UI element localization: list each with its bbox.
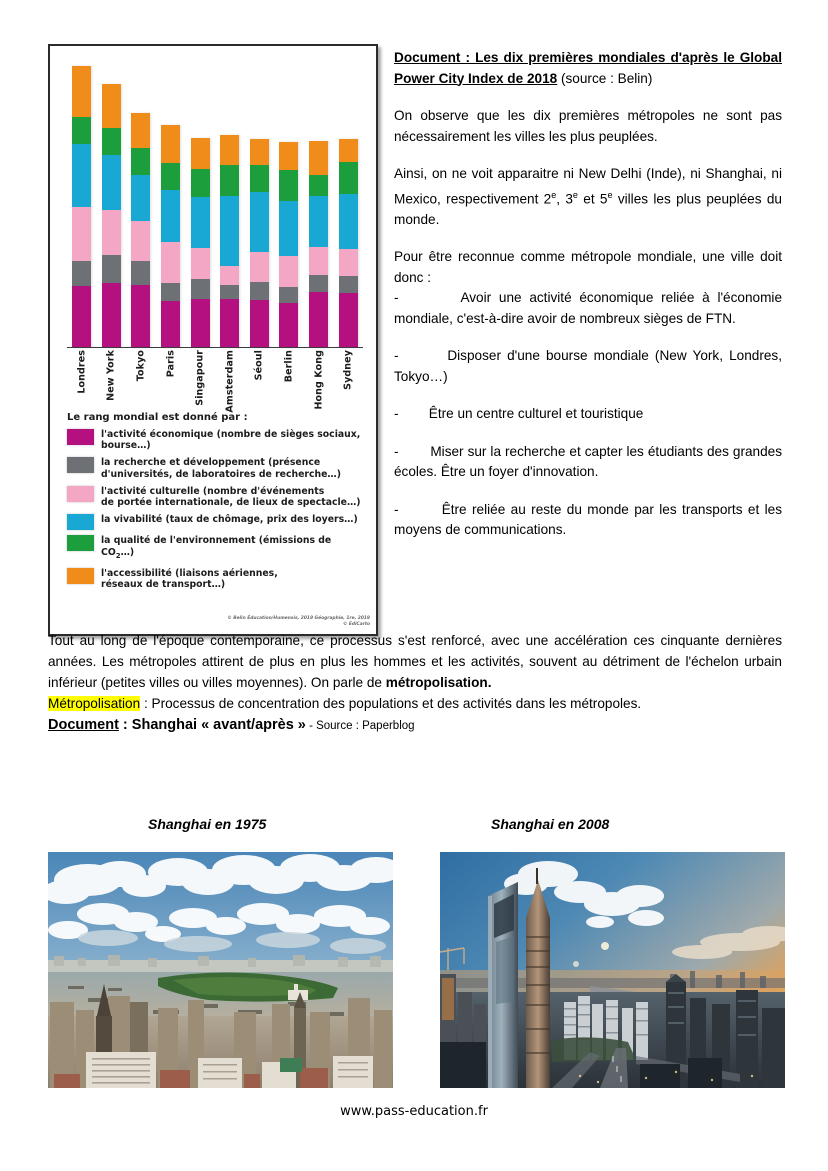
- bar-segment: [250, 192, 269, 253]
- photo-shanghai-2008: [440, 852, 785, 1088]
- bar-segment: [279, 142, 298, 170]
- bar-segment: [250, 165, 269, 192]
- legend-item-label: l'accessibilité (liaisons aériennes, réseaux de transport…): [101, 567, 278, 591]
- x-tick-label: Singapour: [194, 350, 206, 406]
- bar-segment: [161, 125, 180, 163]
- document-heading-title: Les dix premières mondiales d'après le Global Power City Index de 2018: [394, 50, 782, 86]
- bar-segment: [220, 266, 239, 284]
- legend-rows: [67, 429, 367, 590]
- legend-color-swatch: [67, 486, 94, 502]
- x-tick-label: Paris: [165, 350, 177, 378]
- caption-shanghai-2008: Shanghai en 2008: [491, 816, 610, 832]
- bar-segment: [250, 300, 269, 348]
- bar-segment: [131, 221, 150, 260]
- bar-segment: [250, 139, 269, 164]
- bar-segment: [220, 196, 239, 266]
- legend-item: [67, 457, 367, 480]
- middle-text-section: [48, 630, 782, 737]
- bar-segment: [309, 292, 328, 348]
- x-label-slot: [185, 350, 215, 414]
- bar-tokyo: [131, 113, 150, 348]
- bar-segment: [102, 84, 121, 128]
- bar-segment: [131, 261, 150, 285]
- bar-segment: [131, 148, 150, 175]
- bar-slot: [67, 66, 97, 348]
- legend-item: [67, 535, 367, 562]
- definition-term-highlight: Métropolisation: [48, 696, 141, 711]
- bar-segment: [220, 299, 239, 348]
- x-tick-label: Séoul: [253, 350, 265, 381]
- para2-part-a: Ainsi, on ne voit apparaitre ni New Delhi (Inde), ni Shanghai, ni Mexico, respectivement 2: [394, 166, 782, 207]
- document-heading-label: Document :: [394, 50, 476, 65]
- bullet-indent: [399, 502, 442, 517]
- bar-segment: [161, 242, 180, 283]
- bar-slot: [245, 66, 275, 348]
- document2-source: - Source : Paperblog: [305, 720, 415, 732]
- bar-séoul: [250, 139, 269, 348]
- x-label-slot: [156, 350, 186, 414]
- bar-segment: [279, 201, 298, 256]
- legend-item: [67, 486, 367, 509]
- bar-segment: [279, 287, 298, 303]
- legend-item: [67, 429, 367, 452]
- bar-segment: [131, 113, 150, 148]
- bar-singapour: [191, 138, 210, 348]
- bar-segment: [161, 163, 180, 190]
- x-tick-label: Londres: [76, 350, 88, 394]
- chart-x-tick-labels: [67, 350, 363, 414]
- bar-segment: [339, 139, 358, 162]
- x-label-slot: [274, 350, 304, 414]
- x-label-slot: [215, 350, 245, 414]
- bar-segment: [250, 252, 269, 282]
- credit-line-2: © EdiCarto: [342, 622, 370, 627]
- bar-segment: [309, 141, 328, 175]
- bullet-dash: -: [394, 348, 399, 364]
- chart-legend: [67, 412, 367, 596]
- chart-document-figure: [48, 44, 378, 636]
- photo-1975-graphic: [48, 852, 393, 1088]
- ordinal-5e: e: [607, 189, 613, 200]
- legend-title: Le rang mondial est donné par :: [67, 412, 248, 423]
- paragraph-metropolisation-text: Tout au long de l'époque contemporaine, ce processus s'est renforcé, avec une accélération ces cinquante dernières années. Les métropoles attirent de plus en plus les hommes et les activités, souvent au détriment de l'échelon urbain inférieur (petites villes ou villes moyennes). On parle de: [48, 633, 782, 690]
- bar-segment: [279, 170, 298, 201]
- legend-item-label: la recherche et développement (présence d'universités, de laboratoires de recherche…): [101, 457, 341, 480]
- legend-color-swatch: [67, 568, 94, 584]
- bar-londres: [72, 66, 91, 348]
- bar-segment: [102, 155, 121, 210]
- para2-part-c: et 5: [577, 191, 608, 207]
- bullet-text: Être un centre culturel et touristique: [428, 406, 644, 422]
- bar-segment: [131, 285, 150, 348]
- para2-part-d: villes les plus peuplées du monde.: [394, 191, 782, 227]
- page-footer: www.pass-education.fr: [340, 1104, 488, 1119]
- bar-slot: [156, 66, 186, 348]
- bar-slot: [274, 66, 304, 348]
- bar-segment: [72, 144, 91, 207]
- bar-segment: [220, 165, 239, 196]
- x-tick-label: Hong Kong: [313, 350, 325, 410]
- stacked-bar-chart: [67, 60, 363, 348]
- bar-segment: [191, 197, 210, 248]
- bullet-dash: -: [394, 443, 399, 459]
- bar-segment: [309, 175, 328, 196]
- bar-segment: [191, 169, 210, 197]
- bar-slot: [333, 66, 363, 348]
- ordinal-2e: e: [551, 189, 557, 200]
- definition-line: [48, 693, 782, 714]
- bar-new-york: [102, 84, 121, 348]
- document-heading-source: (source : Belin): [557, 70, 653, 86]
- right-text-column: [394, 48, 782, 558]
- bullet-indent: [399, 444, 431, 459]
- bar-slot: [304, 66, 334, 348]
- legend-item-label: l'activité culturelle (nombre d'événements de portée internationale, de lieux de spectacle…): [101, 485, 361, 509]
- bar-segment: [72, 261, 91, 286]
- bullet-text: Disposer d'une bourse mondiale (New York, Londres, Tokyo…): [394, 348, 782, 384]
- bar-segment: [279, 256, 298, 287]
- bullet-text: Miser sur la recherche et capter les étudiants des grandes écoles. Être un foyer d'innovation.: [394, 443, 783, 480]
- bar-slot: [97, 66, 127, 348]
- bullet-dash: -: [394, 501, 399, 517]
- chart-x-axis: [67, 347, 363, 349]
- criteria-bullet: [394, 288, 782, 329]
- bullet-indent: [399, 348, 448, 363]
- bullet-indent: [399, 290, 461, 305]
- bar-segment: [220, 285, 239, 299]
- criteria-bullet: [394, 346, 782, 387]
- chart-credits: [227, 616, 370, 628]
- paragraph-cities: [394, 164, 782, 230]
- legend-color-swatch: [67, 535, 94, 551]
- bar-segment: [279, 303, 298, 348]
- bar-berlin: [279, 142, 298, 348]
- bar-segment: [72, 117, 91, 144]
- para2-part-b: , 3: [556, 191, 573, 207]
- bar-segment: [339, 249, 358, 276]
- caption-shanghai-1975: Shanghai en 1975: [148, 816, 267, 832]
- chart-bars-container: [67, 66, 363, 348]
- criteria-bullet: [394, 404, 782, 425]
- paragraph-metropolisation: [48, 630, 782, 693]
- bar-slot: [185, 66, 215, 348]
- x-label-slot: [67, 350, 97, 414]
- bar-segment: [339, 276, 358, 293]
- bar-segment: [191, 138, 210, 169]
- criteria-bullet: [394, 500, 782, 541]
- credit-line-1: © Belin Éducation/Humensis, 2019 Géographie, 1re, 2019: [227, 616, 370, 621]
- bullet-dash: -: [394, 290, 399, 306]
- bar-segment: [131, 175, 150, 222]
- bar-segment: [102, 210, 121, 255]
- x-tick-label: Amsterdam: [224, 350, 236, 413]
- bar-segment: [102, 283, 121, 348]
- bar-hong-kong: [309, 141, 328, 348]
- bar-segment: [191, 299, 210, 348]
- criteria-bullet-list: [394, 288, 782, 541]
- legend-item-label: l'activité économique (nombre de sièges sociaux, bourse…): [101, 429, 361, 452]
- criteria-bullet: [394, 442, 782, 483]
- bar-segment: [220, 135, 239, 165]
- paragraph-criteria-intro: Pour être reconnue comme métropole mondiale, une ville doit donc :: [394, 249, 782, 285]
- legend-color-swatch: [67, 457, 94, 473]
- legend-item: [67, 514, 367, 530]
- bar-segment: [339, 162, 358, 194]
- x-tick-label: New York: [105, 350, 117, 401]
- bar-segment: [161, 190, 180, 242]
- bar-segment: [339, 194, 358, 249]
- bar-paris: [161, 125, 180, 348]
- x-label-slot: [97, 350, 127, 414]
- bar-segment: [161, 301, 180, 348]
- definition-body: : Processus de concentration des populations et des activités dans les métropoles.: [140, 696, 642, 711]
- metropolisation-bold: métropolisation.: [385, 675, 492, 690]
- photo-shanghai-1975: [48, 852, 393, 1088]
- bar-segment: [250, 282, 269, 300]
- bar-segment: [72, 207, 91, 261]
- bar-segment: [339, 293, 358, 348]
- bar-segment: [161, 283, 180, 301]
- bar-segment: [309, 247, 328, 275]
- bullet-dash: -: [394, 406, 399, 422]
- legend-color-swatch: [67, 429, 94, 445]
- bar-segment: [102, 255, 121, 283]
- document-heading: [394, 48, 782, 89]
- document2-label: Document: [48, 717, 119, 733]
- x-label-slot: [245, 350, 275, 414]
- bar-segment: [309, 196, 328, 247]
- paragraph-observation: On observe que les dix premières métropoles ne sont pas nécessairement les villes les plus peuplées.: [394, 108, 782, 144]
- photo-2008-graphic: [440, 852, 785, 1088]
- bar-segment: [72, 286, 91, 348]
- bar-slot: [126, 66, 156, 348]
- bar-segment: [191, 279, 210, 299]
- x-label-slot: [126, 350, 156, 414]
- x-label-slot: [333, 350, 363, 414]
- legend-item: [67, 568, 367, 591]
- legend-color-swatch: [67, 514, 94, 530]
- bar-segment: [102, 128, 121, 155]
- x-tick-label: Sydney: [342, 350, 354, 390]
- ordinal-3e: e: [572, 189, 578, 200]
- bullet-text: Avoir une activité économique reliée à l'économie mondiale, c'est-à-dire avoir de nombreux sièges de FTN.: [394, 290, 782, 326]
- bullet-indent: [399, 406, 429, 421]
- document2-colon: :: [118, 717, 132, 733]
- legend-item-label: la qualité de l'environnement (émissions de $CO_2\dots$): [101, 535, 332, 560]
- x-tick-label: Berlin: [283, 350, 295, 383]
- bar-slot: [215, 66, 245, 348]
- bar-sydney: [339, 139, 358, 348]
- legend-item-label: la vivabilité (taux de chômage, prix des loyers…): [101, 513, 358, 525]
- bullet-text: Être reliée au reste du monde par les transports et les moyens de communications.: [394, 501, 783, 538]
- x-tick-label: Tokyo: [135, 350, 147, 382]
- bar-segment: [191, 248, 210, 279]
- bar-segment: [309, 275, 328, 292]
- document2-title: Shanghai « avant/après »: [131, 717, 306, 733]
- bar-amsterdam: [220, 135, 239, 348]
- bar-segment: [72, 66, 91, 117]
- document2-heading: [48, 714, 782, 737]
- x-label-slot: [304, 350, 334, 414]
